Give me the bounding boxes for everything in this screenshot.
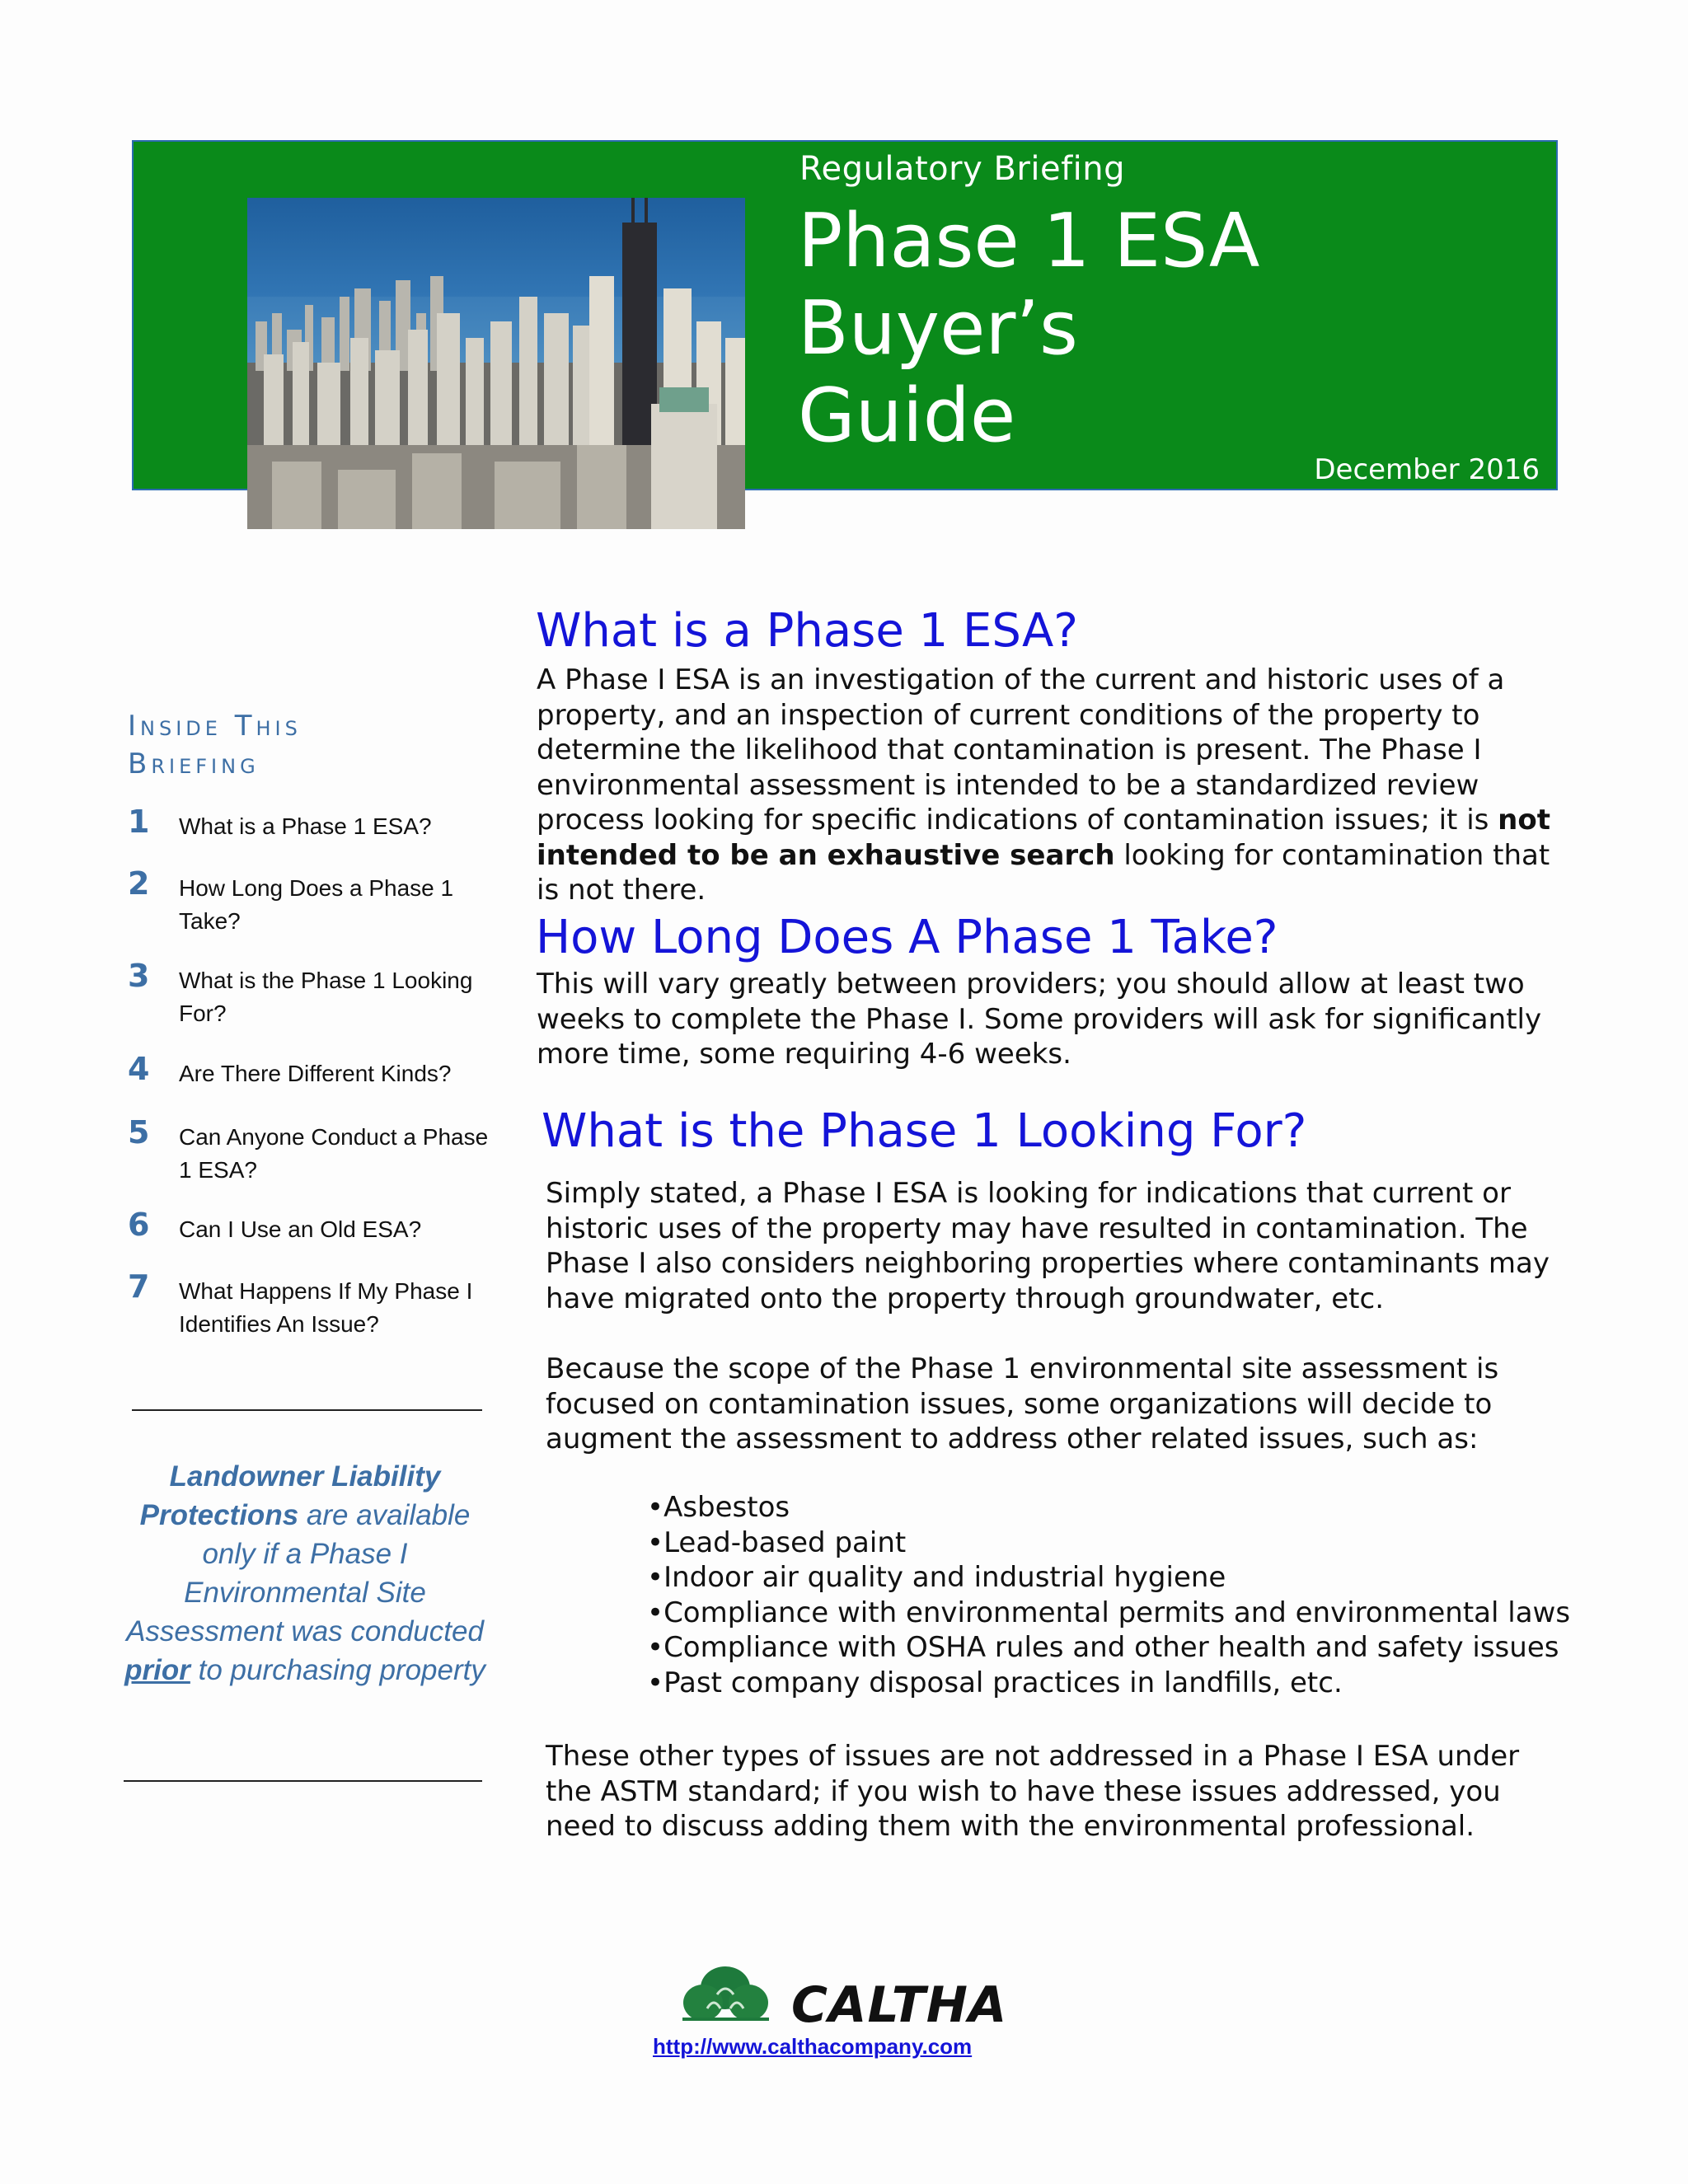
title-line: Buyer’s <box>798 285 1078 372</box>
toc-heading-line: Briefing <box>128 748 260 780</box>
toc-label: Are There Different Kinds? <box>179 1061 452 1086</box>
section-heading: What is the Phase 1 Looking For? <box>542 1104 1307 1158</box>
divider <box>132 1409 482 1411</box>
toc-number: 7 <box>128 1268 150 1305</box>
toc-label: Can Anyone Conduct a Phase 1 ESA? <box>179 1124 489 1183</box>
toc-number: 1 <box>128 804 150 840</box>
section-body: Because the scope of the Phase 1 environmental site assessment is focused on contamination issues, some organizations will decide to augment the assessment to address other related issues, such as: <box>546 1352 1499 1455</box>
toc-label: How Long Does a Phase 1 Take? <box>179 875 454 934</box>
toc-label: What Happens If My Phase I Identifies An Issue? <box>179 1278 473 1337</box>
section-heading: How Long Does A Phase 1 Take? <box>536 911 1278 964</box>
liability-callout <box>124 1457 486 1690</box>
title-line: Phase 1 ESA <box>798 198 1260 284</box>
publication-date: December 2016 <box>1314 453 1540 486</box>
list-item: • Asbestos <box>647 1490 1570 1526</box>
toc-number: 4 <box>128 1051 150 1087</box>
section-heading: What is a Phase 1 ESA? <box>536 604 1079 658</box>
callout-underline: prior <box>124 1654 190 1686</box>
list-item: • Past company disposal practices in landfills, etc. <box>647 1666 1570 1701</box>
document-title <box>798 198 1259 460</box>
section-body <box>537 663 1563 908</box>
company-website-link[interactable]: http://www.calthacompany.com <box>653 2034 973 2059</box>
toc-heading <box>128 707 482 783</box>
related-issues-list <box>647 1490 1570 1700</box>
toc-label: Can I Use an Old ESA? <box>179 1216 422 1242</box>
toc-label: What is the Phase 1 Looking For? <box>179 968 473 1026</box>
section-body: These other types of issues are not addressed in a Phase I ESA under the ASTM standard; if you wish to have these issues addressed, you need to discuss adding them with the environmental professional. <box>546 1740 1520 1843</box>
callout-text: are available only if a Phase I Environmental Site Assessment was conducted <box>126 1499 484 1647</box>
list-item: • Lead-based paint <box>647 1526 1570 1561</box>
title-line: Guide <box>798 373 1016 459</box>
toc-number: 5 <box>128 1114 150 1151</box>
section-body: Simply stated, a Phase I ESA is looking for indications that current or historic uses of the property may have resulted in contamination. The Phase I also considers neighboring properties where contaminants may have migrated onto the property through groundwater, etc. <box>546 1177 1550 1315</box>
toc-number: 3 <box>128 958 150 994</box>
brand-name: CALTHA <box>791 1976 1008 2034</box>
toc-label: What is a Phase 1 ESA? <box>179 813 432 839</box>
callout-bold: Landowner Liability Protections <box>139 1460 441 1531</box>
toc-number: 2 <box>128 865 150 902</box>
toc-number: 6 <box>128 1207 150 1243</box>
callout-text: to purchasing property <box>190 1654 485 1686</box>
body-bold: not intended to be an exhaustive search <box>537 804 1550 872</box>
banner-kicker: Regulatory Briefing <box>799 150 1126 188</box>
city-skyline-photo <box>247 198 745 529</box>
section-body: This will vary greatly between providers; you should allow at least two weeks to complete the Phase I. Some providers will ask for significantly more time, some requiring 4-6 weeks. <box>537 968 1542 1071</box>
list-item: • Indoor air quality and industrial hygiene <box>647 1560 1570 1596</box>
caltha-leaf-logo-icon <box>682 1963 769 2029</box>
toc-heading-line: Inside This <box>128 710 302 743</box>
list-item: • Compliance with environmental permits and environmental laws <box>647 1596 1570 1631</box>
body-text: A Phase I ESA is an investigation of the current and historic uses of a property, and an inspection of current conditions of the property to determine the likelihood that contamination is present. The Phase I environmental assessment is intended to be a standardized review process looking for specific indications of contamination issues; it is <box>537 663 1505 837</box>
body-text: looking for contamination that is not there. <box>537 838 1550 907</box>
list-item: • Compliance with OSHA rules and other health and safety issues <box>647 1630 1570 1666</box>
divider <box>124 1780 482 1782</box>
